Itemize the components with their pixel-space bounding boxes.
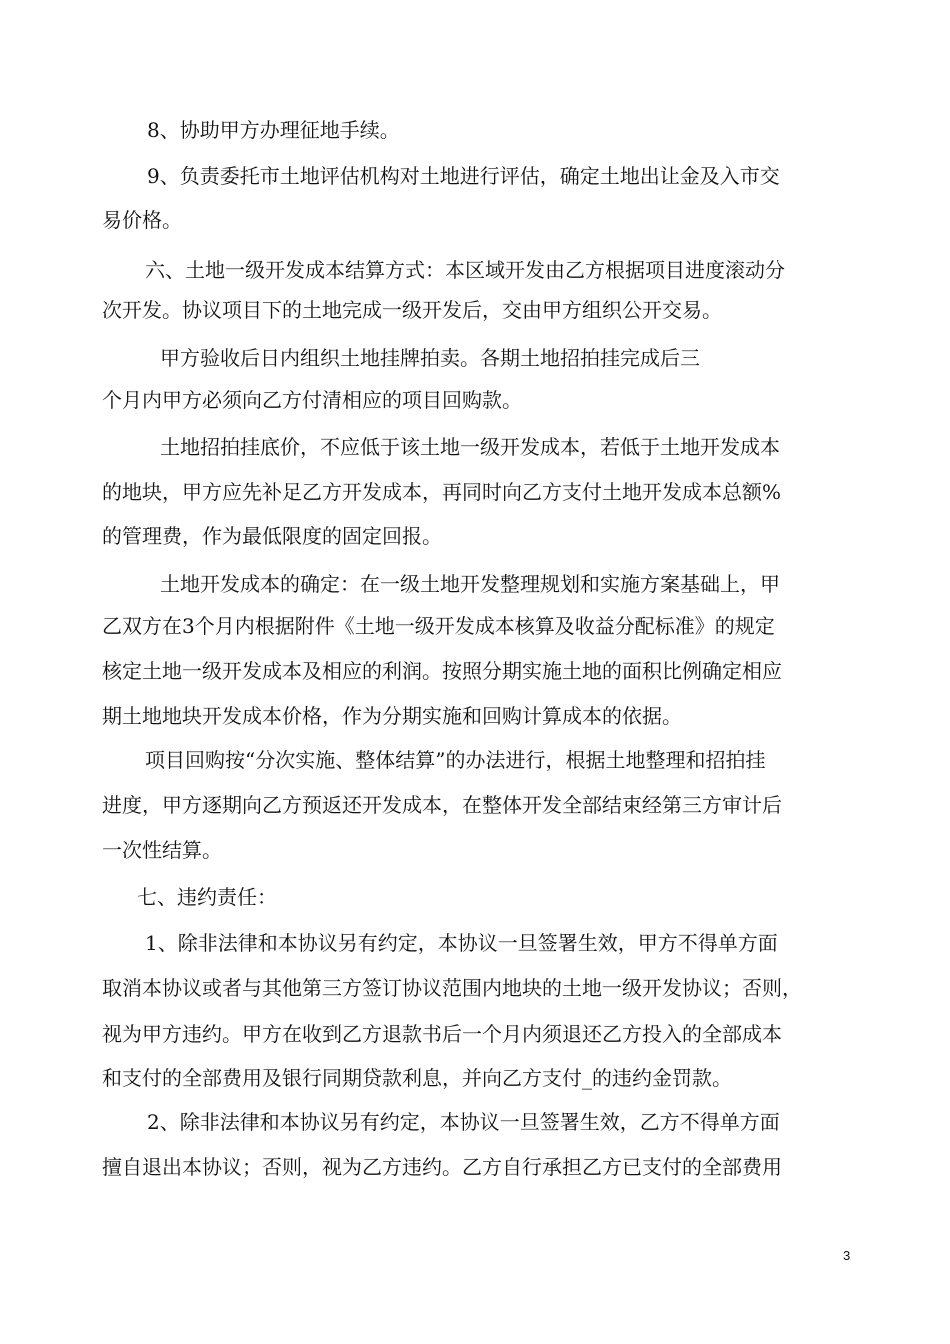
text-line: 取消本协议或者与其他第三方签订协议范围内地块的土地一级开发协议；否则， bbox=[102, 976, 802, 1000]
text-line: 期土地地块开发成本价格，作为分期实施和回购计算成本的依据。 bbox=[102, 704, 682, 728]
text-line: 土地招拍挂底价，不应低于该土地一级开发成本，若低于土地开发成本 bbox=[160, 435, 780, 459]
text-line: 次开发。协议项目下的土地完成一级开发后，交由甲方组织公开交易。 bbox=[102, 298, 722, 322]
text-line: 视为甲方违约。甲方在收到乙方退款书后一个月内须退还乙方投入的全部成本 bbox=[102, 1022, 782, 1046]
text-line: 2、除非法律和本协议另有约定，本协议一旦签署生效，乙方不得单方面 bbox=[147, 1110, 780, 1134]
text-line: 核定土地一级开发成本及相应的利润。按照分期实施土地的面积比例确定相应 bbox=[102, 659, 782, 683]
text-line: 1、除非法律和本协议另有约定，本协议一旦签署生效，甲方不得单方面 bbox=[145, 931, 778, 955]
text-line: 易价格。 bbox=[102, 208, 182, 232]
text-line: 的管理费，作为最低限度的固定回报。 bbox=[102, 524, 442, 548]
page-number: 3 bbox=[843, 1248, 851, 1263]
text-line: 七、违约责任： bbox=[137, 885, 277, 909]
text-line: 擅自退出本协议；否则，视为乙方违约。乙方自行承担乙方已支付的全部费用 bbox=[102, 1155, 782, 1179]
text-line: 一次性结算。 bbox=[102, 838, 222, 862]
text-line: 六、土地一级开发成本结算方式：本区域开发由乙方根据项目进度滚动分 bbox=[145, 258, 785, 282]
text-line: 项目回购按“分次实施、整体结算”的办法进行，根据土地整理和招拍挂 bbox=[145, 748, 766, 772]
text-line: 进度，甲方逐期向乙方预返还开发成本，在整体开发全部结束经第三方审计后 bbox=[102, 793, 782, 817]
text-line: 的地块，甲方应先补足乙方开发成本，再同时向乙方支付土地开发成本总额% bbox=[102, 480, 782, 504]
text-line: 甲方验收后日内组织土地挂牌拍卖。各期土地招拍挂完成后三 bbox=[160, 346, 700, 370]
text-line: 9、负责委托市土地评估机构对土地进行评估，确定土地出让金及入市交 bbox=[147, 164, 780, 188]
text-line: 乙双方在3个月内根据附件《土地一级开发成本核算及收益分配标准》的规定 bbox=[102, 614, 775, 638]
text-line: 土地开发成本的确定：在一级土地开发整理规划和实施方案基础上，甲 bbox=[160, 572, 780, 596]
text-line: 和支付的全部费用及银行同期贷款利息，并向乙方支付_的违约金罚款。 bbox=[102, 1066, 732, 1090]
text-line: 个月内甲方必须向乙方付清相应的项目回购款。 bbox=[102, 388, 522, 412]
text-line: 8、协助甲方办理征地手续。 bbox=[147, 118, 400, 142]
